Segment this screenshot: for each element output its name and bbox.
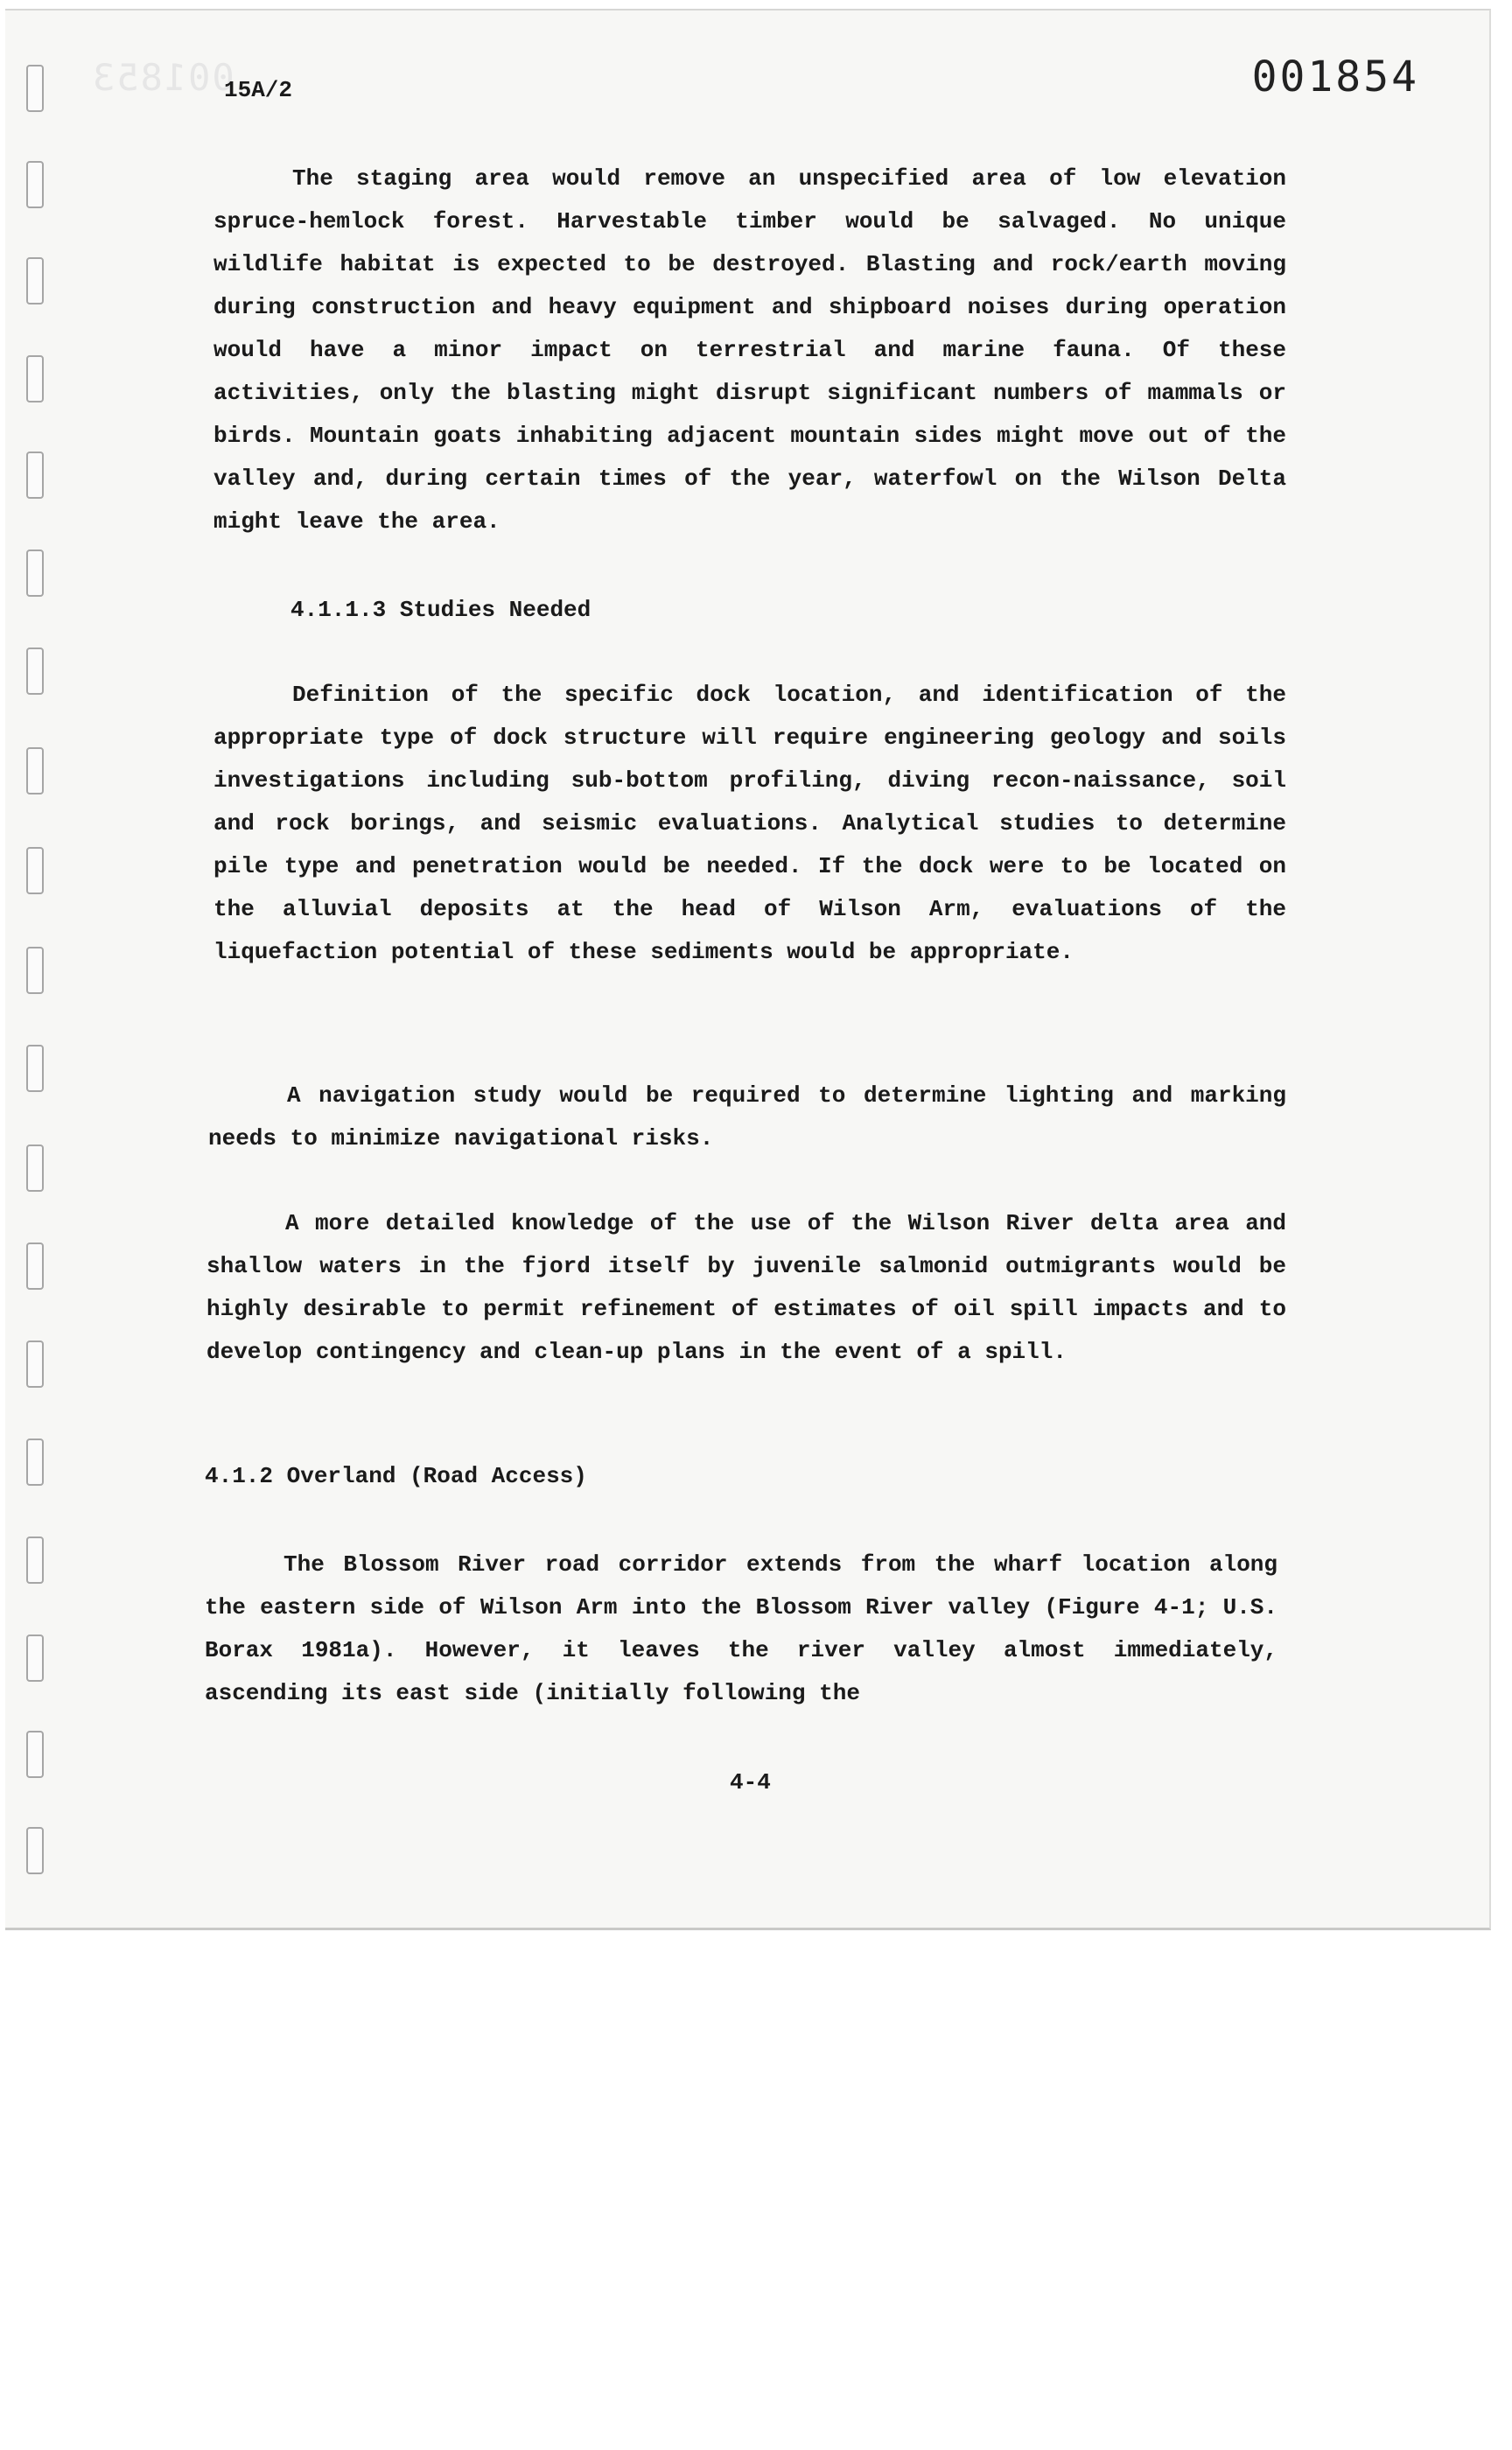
paragraph-dock-definition: Definition of the specific dock location, and identification of the appropriate type of dock structure will require engineering geology and soils investigations including sub-bottom profiling, diving recon-naissance, soil and rock borings, and seismic evaluations. Analytical studies to determine pile type and penetration would be needed. If the dock were to be located on the alluvial deposits at the head of Wilson Arm, evaluations of the liquefaction potential of these sediments would be appropriate. — [214, 682, 1286, 965]
punch-hole — [26, 1634, 44, 1682]
punch-hole — [26, 1045, 44, 1092]
punch-hole — [26, 1242, 44, 1290]
punch-hole — [26, 1438, 44, 1486]
punch-hole — [26, 1536, 44, 1584]
page-number: 4-4 — [730, 1769, 771, 1796]
scanned-page — [5, 9, 1491, 1930]
punch-hole — [26, 1144, 44, 1192]
punch-hole — [26, 161, 44, 208]
document-code: 15A/2 — [224, 77, 293, 103]
punch-hole — [26, 847, 44, 894]
paragraph-navigation-study: A navigation study would be required to determine lighting and marking needs to minimize navigational risks. — [208, 1082, 1286, 1152]
punch-hole — [26, 1340, 44, 1388]
paragraph-staging-area: The staging area would remove an unspecified area of low elevation spruce-hemlock forest. Harvestable timber would be salvaged. No unique wildlife habitat is expected to be destroyed. Blasting and rock/earth moving during construction and heavy equipment and shipboard noises during operation would have a minor impact on terrestrial and marine fauna. Of these activities, only the blasting might disrupt significant numbers of mammals or birds. Mountain goats inhabiting adjacent mountain sides might move out of the valley and, during certain times of the year, waterfowl on the Wilson Delta might leave the area. — [214, 165, 1286, 535]
punch-hole — [26, 747, 44, 794]
punch-hole — [26, 648, 44, 695]
paragraph-salmonid-knowledge: A more detailed knowledge of the use of the Wilson River delta area and shallow waters in the fjord itself by juvenile salmonid outmigrants would be highly desirable to permit refinement of estimates of oil spill impacts and to develop contingency and clean-up plans in the event of a spill. — [206, 1210, 1286, 1365]
punch-hole — [26, 1827, 44, 1874]
section-heading-overland: 4.1.2 Overland (Road Access) — [205, 1463, 587, 1489]
bleed-through-stamp: 001853 — [91, 56, 234, 99]
section-heading-studies-needed: 4.1.1.3 Studies Needed — [290, 597, 592, 623]
punch-hole — [26, 65, 44, 112]
punch-hole — [26, 257, 44, 304]
punch-hole — [26, 452, 44, 499]
punch-hole — [26, 550, 44, 597]
punch-hole — [26, 355, 44, 402]
punch-hole — [26, 1731, 44, 1778]
punch-hole — [26, 947, 44, 994]
paragraph-blossom-river: The Blossom River road corridor extends from the wharf location along the eastern side of Wilson Arm into the Blossom River valley (Figure 4-1; U.S. Borax 1981a). However, it leaves the river valley almost immediately, ascending its east side (initially following the — [205, 1551, 1278, 1706]
page-stamp-number: 001854 — [1251, 52, 1419, 102]
